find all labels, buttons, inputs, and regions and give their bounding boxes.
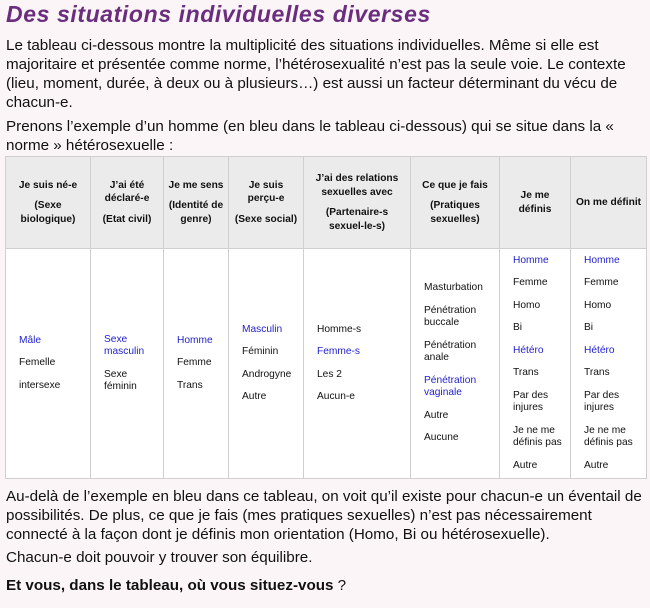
option-item: Autre xyxy=(584,459,609,471)
option-item: Autre xyxy=(242,391,267,402)
option-item: Sexe féminin xyxy=(104,368,137,392)
column-header-label: Je suis né-e xyxy=(18,179,78,191)
column-header xyxy=(164,157,229,249)
option-item: Autre xyxy=(513,459,538,471)
example-paragraph: Prenons l’exemple d’un homme (en bleu dans le tableau ci-dessous) qui se situe dans la « norme » hétérosexuelle : xyxy=(6,118,614,154)
column-header xyxy=(229,157,304,249)
option-item: Pénétration vaginale xyxy=(424,374,477,399)
page-title: Des situations individuelles diverses xyxy=(6,1,431,27)
table-body-row xyxy=(6,249,647,479)
column-cell xyxy=(91,249,164,479)
column-header-subtitle: (Sexe biologique) xyxy=(20,200,76,225)
option-item: Homme xyxy=(513,254,549,266)
column-header xyxy=(571,157,647,249)
column-header-label: Ce que je fais xyxy=(422,179,488,191)
option-item: Femme xyxy=(177,357,212,369)
column-header-label: J’ai des relations sexuelles avec xyxy=(315,173,399,198)
option-item: Féminin xyxy=(242,346,279,357)
option-item: Par des injures xyxy=(584,389,620,414)
situations-table xyxy=(5,156,647,479)
column-header xyxy=(411,157,500,249)
column-header-subtitle: (Pratiques sexuelles) xyxy=(430,200,480,225)
intro-paragraph: Le tableau ci-dessous montre la multiplicité des situations individuelles. Même si elle est majoritaire et présentée comme norme, l’hétérosexualité n’est pas la seule voie. Le contexte (lieu, moment, durée, à deux ou à plusieurs…) est aussi un facteur déterminant du vécu de chacun-e. xyxy=(6,37,626,111)
option-item: Femelle xyxy=(19,357,56,369)
option-item: Androgyne xyxy=(242,368,292,380)
column-cell xyxy=(500,249,571,479)
option-item: Pénétration buccale xyxy=(424,304,477,329)
column-header xyxy=(91,157,164,249)
option-item: Homo xyxy=(584,299,612,311)
column-header xyxy=(304,157,411,249)
column-header xyxy=(500,157,571,249)
option-item: Masculin xyxy=(242,323,283,335)
question-paragraph xyxy=(6,576,346,595)
question-text: Et vous, dans le tableau, où vous situez-vous xyxy=(6,577,334,594)
option-item: Sexe masculin xyxy=(104,333,145,357)
option-item: Aucun-e xyxy=(317,391,355,402)
column-header-label: On me définit xyxy=(575,196,642,208)
option-item: Bi xyxy=(584,322,594,334)
option-item: Autre xyxy=(424,409,449,421)
option-item: Hétéro xyxy=(513,344,544,356)
option-item: Femme xyxy=(513,277,548,289)
option-item: intersexe xyxy=(19,379,61,391)
question-mark: ? xyxy=(333,577,347,594)
option-item: Homme-s xyxy=(317,323,362,335)
option-item: Trans xyxy=(513,367,539,379)
column-header-subtitle: (Etat civil) xyxy=(102,213,152,225)
column-header-subtitle: (Partenaire-s sexuel-le-s) xyxy=(325,207,389,232)
option-item: Masturbation xyxy=(424,282,483,294)
option-item: Mâle xyxy=(19,334,42,346)
option-item: Homo xyxy=(513,299,541,311)
option-item: Aucune xyxy=(424,432,459,444)
column-cell xyxy=(164,249,229,479)
option-item: Bi xyxy=(513,322,523,334)
column-cell xyxy=(6,249,91,479)
option-item: Hétéro xyxy=(584,344,615,356)
column-header-label: Je me définis xyxy=(518,190,552,215)
option-item: Je ne me définis pas xyxy=(513,424,562,449)
column-header-subtitle: (Sexe social) xyxy=(234,213,298,225)
option-item: Trans xyxy=(177,379,203,391)
column-header-label: Je me sens xyxy=(168,179,224,191)
option-item: Les 2 xyxy=(317,368,342,380)
balance-paragraph: Chacun-e doit pouvoir y trouver son équilibre. xyxy=(6,549,313,566)
option-item: Trans xyxy=(584,367,610,379)
column-header-label: J’ai été déclaré-e xyxy=(104,179,150,205)
option-item: Femme-s xyxy=(317,346,361,357)
column-cell xyxy=(411,249,500,479)
column-header-subtitle: (Identité de genre) xyxy=(168,200,224,225)
table-header-row xyxy=(6,157,647,249)
column-cell xyxy=(304,249,411,479)
option-item: Femme xyxy=(584,277,619,289)
after-paragraph: Au-delà de l’exemple en bleu dans ce tableau, on voit qu’il existe pour chacun-e un éventail de possibilités. De plus, ce que je fais (mes pratiques sexuelles) n’est pas nécessairement connecté à la façon dont je définis mon orientation (Homo, Bi ou hétérosexuelle). xyxy=(6,488,642,543)
column-cell xyxy=(229,249,304,479)
column-header-label: Je suis perçu-e xyxy=(247,179,285,205)
column-header xyxy=(6,157,91,249)
option-item: Par des injures xyxy=(513,389,549,414)
option-item: Homme xyxy=(177,334,213,346)
option-item: Je ne me définis pas xyxy=(584,424,633,449)
option-item: Pénétration anale xyxy=(424,339,477,364)
option-item: Homme xyxy=(584,254,620,266)
column-cell xyxy=(571,249,647,479)
